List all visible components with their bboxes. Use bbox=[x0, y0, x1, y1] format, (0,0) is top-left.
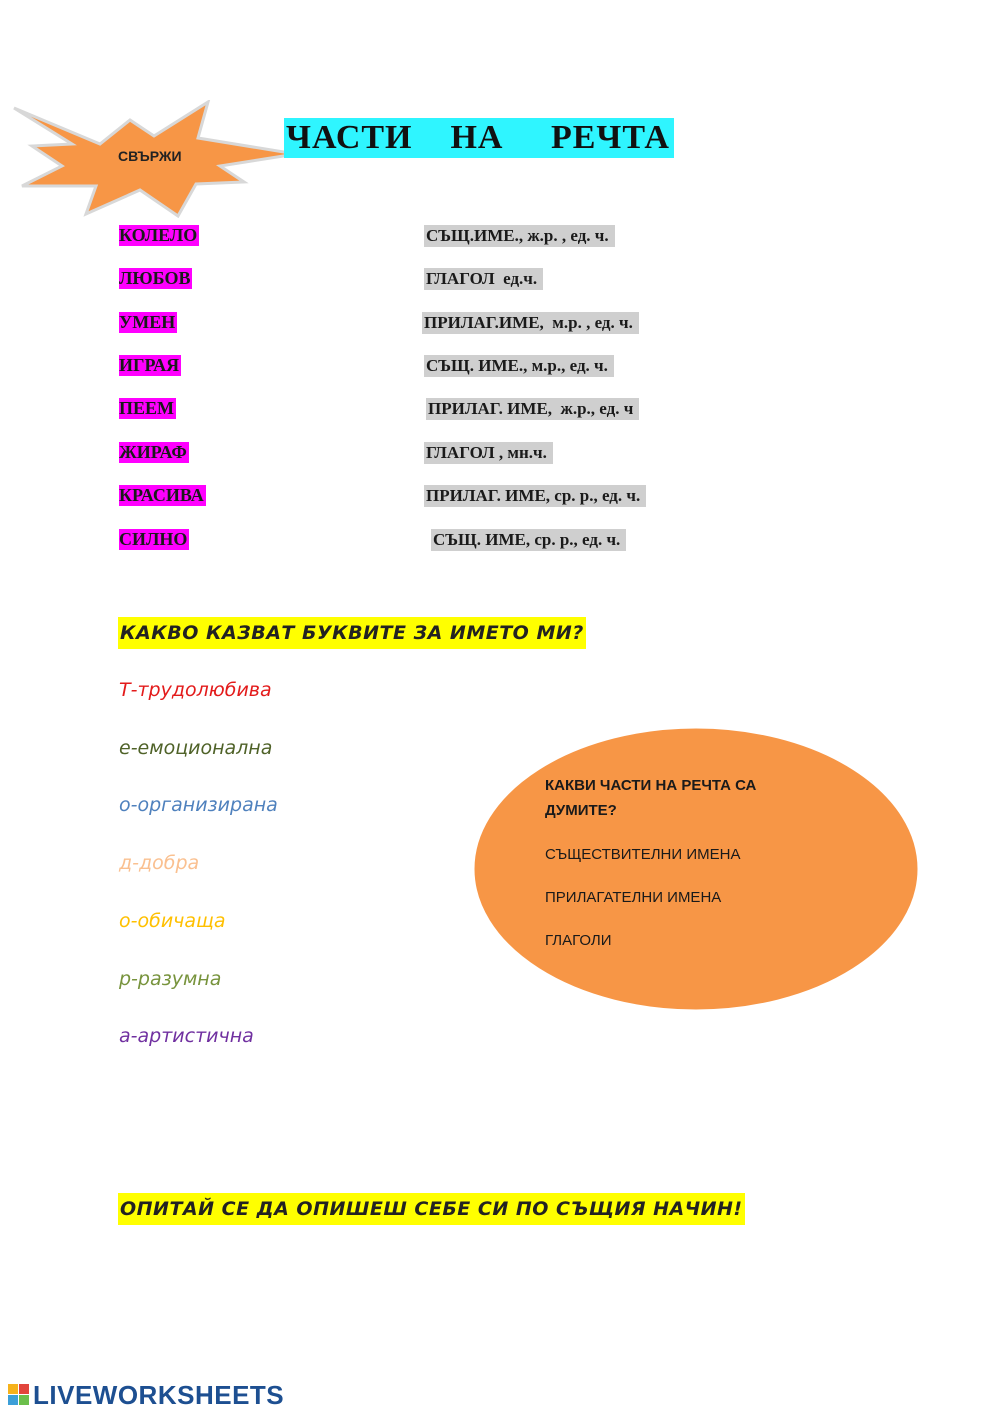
connect-label: СВЪРЖИ bbox=[118, 148, 182, 164]
liveworksheets-logo bbox=[8, 1378, 284, 1412]
match-description[interactable]: ГЛАГОЛ , мн.ч. bbox=[424, 442, 553, 464]
match-description[interactable]: СЪЩ. ИМЕ, ср. р., ед. ч. bbox=[431, 529, 626, 551]
acrostic-line: е-емоционална bbox=[119, 737, 273, 759]
match-word[interactable]: ПЕЕМ bbox=[119, 398, 175, 418]
match-description[interactable]: СЪЩ. ИМЕ., м.р., ед. ч. bbox=[424, 355, 614, 377]
match-word[interactable]: ЛЮБОВ bbox=[119, 268, 191, 288]
match-description[interactable]: СЪЩ.ИМЕ., ж.р. , ед. ч. bbox=[424, 225, 615, 247]
ellipse-item: ПРИЛАГАТЕЛНИ ИМЕНА bbox=[545, 889, 722, 906]
match-word[interactable]: КОЛЕЛО bbox=[119, 225, 198, 245]
match-word[interactable]: УМЕН bbox=[119, 312, 176, 332]
logo-icon bbox=[8, 1384, 30, 1406]
match-description[interactable]: ГЛАГОЛ ед.ч. bbox=[424, 268, 543, 290]
question-heading: КАКВО КАЗВАТ БУКВИТЕ ЗА ИМЕТО МИ? bbox=[118, 617, 586, 649]
instruction-heading: ОПИТАЙ СЕ ДА ОПИШЕШ СЕБЕ СИ ПО СЪЩИЯ НАЧИН! bbox=[118, 1193, 745, 1225]
acrostic-line: о-организирана bbox=[119, 794, 278, 816]
match-description[interactable]: ПРИЛАГ. ИМЕ, ср. р., ед. ч. bbox=[424, 485, 646, 507]
acrostic-line: Т-трудолюбива bbox=[119, 679, 272, 701]
match-word[interactable]: ИГРАЯ bbox=[119, 355, 180, 375]
acrostic-line: д-добра bbox=[119, 852, 200, 874]
ellipse-item: СЪЩЕСТВИТЕЛНИ ИМЕНА bbox=[545, 846, 741, 863]
ellipse-item: ГЛАГОЛИ bbox=[545, 932, 612, 949]
match-description[interactable]: ПРИЛАГ.ИМЕ, м.р. , ед. ч. bbox=[422, 312, 639, 334]
match-word[interactable]: КРАСИВА bbox=[119, 485, 204, 505]
acrostic-line: о-обичаща bbox=[119, 910, 226, 932]
logo-text: LIVEWORKSHEETS bbox=[33, 1379, 285, 1410]
ellipse-heading-line2: ДУМИТЕ? bbox=[545, 802, 617, 819]
match-word[interactable]: ЖИРАФ bbox=[119, 442, 187, 462]
match-word[interactable]: СИЛНО bbox=[119, 529, 188, 549]
parts-of-speech-ellipse bbox=[470, 724, 922, 1014]
page-title: ЧАСТИ НА РЕЧТА bbox=[284, 118, 674, 158]
match-description[interactable]: ПРИЛАГ. ИМЕ, ж.р., ед. ч bbox=[426, 398, 639, 420]
acrostic-line: р-разумна bbox=[119, 968, 222, 990]
acrostic-line: а-артистична bbox=[119, 1025, 254, 1047]
ellipse-heading-line1: КАКВИ ЧАСТИ НА РЕЧТА СА bbox=[545, 777, 757, 794]
